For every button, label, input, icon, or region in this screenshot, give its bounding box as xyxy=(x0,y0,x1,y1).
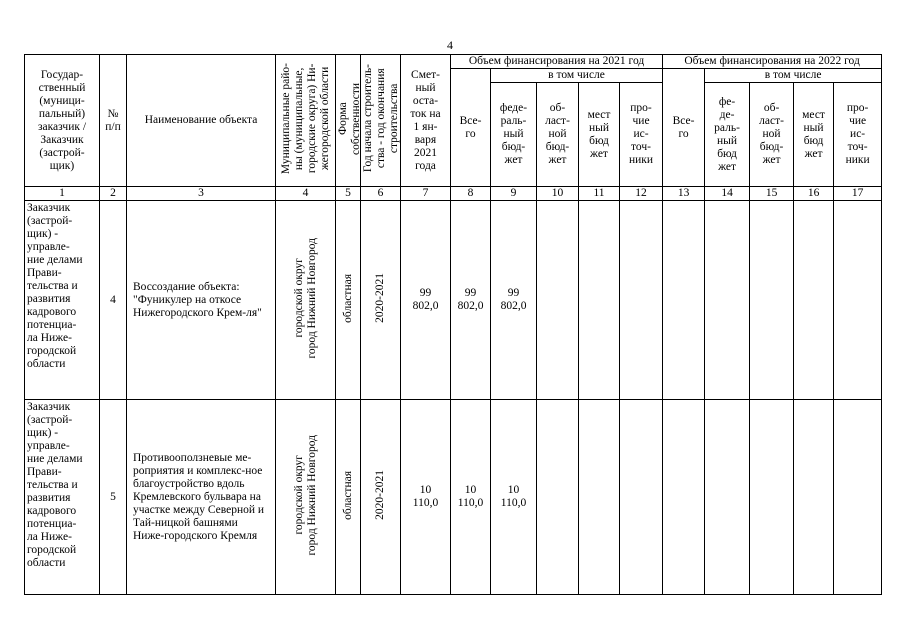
cell-empty xyxy=(750,400,794,595)
cell-number: 5 xyxy=(100,400,127,595)
column-number: 13 xyxy=(663,187,705,201)
cell-empty xyxy=(537,400,579,595)
financing-table xyxy=(24,54,882,595)
cell-total-2021: 10 110,0 xyxy=(451,400,491,595)
column-number: 17 xyxy=(834,187,882,201)
cell-object-name: Противооползневые ме-роприятия и комплекс-ное благоустройство вдоль Кремлевского бульвара на участке между Северной и Тай-ницкой башнями Ниже-городского Кремля xyxy=(127,400,276,595)
cell-ownership: областная xyxy=(336,201,361,400)
cell-municipality: городской округ город Нижний Новгород xyxy=(276,400,336,595)
cell-object-name: Воссоздание объекта: "Фуникулер на откосе Нижегородского Крем-ля" xyxy=(127,201,276,400)
header-other-2021: про- чие ис- точ- ники xyxy=(620,83,663,187)
header-federal-2021: феде- раль- ный бюд- жет xyxy=(491,83,537,187)
cell-empty xyxy=(834,400,882,595)
cell-empty xyxy=(794,201,834,400)
column-number: 10 xyxy=(537,187,579,201)
cell-empty xyxy=(537,201,579,400)
header-number: № п/п xyxy=(100,55,127,187)
header-other-2022: про- чие ис- точ- ники xyxy=(834,83,882,187)
column-number: 12 xyxy=(620,187,663,201)
cell-empty xyxy=(579,201,620,400)
column-number: 14 xyxy=(705,187,750,201)
cell-customer: Заказчик (застрой- щик) - управле- ние делами Прави- тельства и развития кадрового потенциа- ла Ниже- городской области xyxy=(25,201,100,400)
column-number: 7 xyxy=(401,187,451,201)
cell-empty xyxy=(579,400,620,595)
header-financing-2022: Объем финансирования на 2022 год xyxy=(663,55,882,69)
column-number: 1 xyxy=(25,187,100,201)
cell-number: 4 xyxy=(100,201,127,400)
header-local-2022: мест ный бюд жет xyxy=(794,83,834,187)
header-regional-2022: об- ласт- ной бюд- жет xyxy=(750,83,794,187)
column-number: 15 xyxy=(750,187,794,201)
cell-years: 2020-2021 xyxy=(361,400,401,595)
cell-empty xyxy=(663,201,705,400)
cell-empty xyxy=(620,201,663,400)
column-number: 5 xyxy=(336,187,361,201)
cell-balance: 99 802,0 xyxy=(401,201,451,400)
column-number: 3 xyxy=(127,187,276,201)
header-including-2021: в том числе xyxy=(491,69,663,83)
column-number-row xyxy=(25,187,882,201)
page-number: 4 xyxy=(447,38,453,52)
header-total-2021: Все- го xyxy=(451,69,491,187)
column-number: 11 xyxy=(579,187,620,201)
header-regional-2021: об- ласт- ной бюд- жет xyxy=(537,83,579,187)
header-balance: Смет- ный оста- ток на 1 ян- варя 2021 года xyxy=(401,55,451,187)
header-financing-2021: Объем финансирования на 2021 год xyxy=(451,55,663,69)
cell-balance: 10 110,0 xyxy=(401,400,451,595)
header-municipality: Муниципальные райо- ны (муниципальные, городские округа) Ни- жегородской области xyxy=(276,55,336,187)
cell-empty xyxy=(620,400,663,595)
cell-empty xyxy=(834,201,882,400)
header-years: Год начала строитель- ства - год окончания строительства xyxy=(361,55,401,187)
cell-customer: Заказчик (застрой- щик) - управле- ние делами Прави- тельства и развития кадрового потенциа- ла Ниже- городской области xyxy=(25,400,100,595)
cell-empty xyxy=(750,201,794,400)
cell-empty xyxy=(705,201,750,400)
column-number: 2 xyxy=(100,187,127,201)
table-row xyxy=(25,400,882,595)
cell-empty xyxy=(663,400,705,595)
header-object-name: Наименование объекта xyxy=(127,55,276,187)
header-ownership: Форма собственности xyxy=(336,55,361,187)
column-number: 9 xyxy=(491,187,537,201)
cell-empty xyxy=(794,400,834,595)
header-federal-2022: фе- де- раль- ный бюд жет xyxy=(705,83,750,187)
column-number: 16 xyxy=(794,187,834,201)
cell-years: 2020-2021 xyxy=(361,201,401,400)
cell-federal-2021: 99 802,0 xyxy=(491,201,537,400)
cell-total-2021: 99 802,0 xyxy=(451,201,491,400)
cell-municipality: городской округ город Нижний Новгород xyxy=(276,201,336,400)
column-number: 8 xyxy=(451,187,491,201)
header-customer: Государ- ственный (муници- пальный) заказчик / Заказчик (застрой- щик) xyxy=(25,55,100,187)
column-number: 6 xyxy=(361,187,401,201)
cell-empty xyxy=(705,400,750,595)
header-including-2022: в том числе xyxy=(705,69,882,83)
table-row xyxy=(25,201,882,400)
cell-federal-2021: 10 110,0 xyxy=(491,400,537,595)
column-number: 4 xyxy=(276,187,336,201)
header-total-2022: Все- го xyxy=(663,69,705,187)
cell-ownership: областная xyxy=(336,400,361,595)
header-local-2021: мест ный бюд жет xyxy=(579,83,620,187)
